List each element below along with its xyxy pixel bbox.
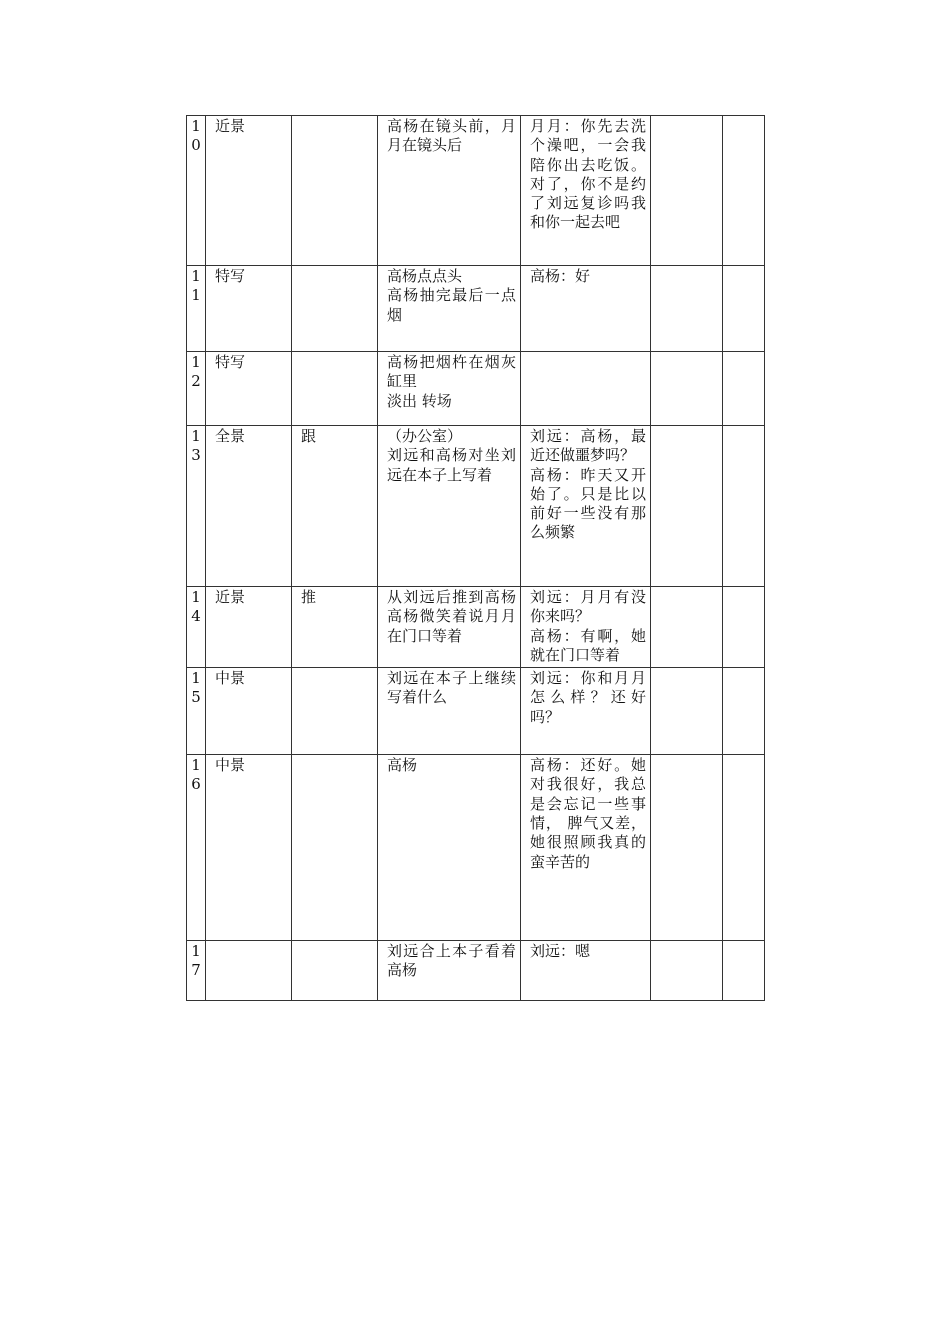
dialog-line: 刘远：月月有没你来吗？ [530, 588, 646, 626]
action-cell [378, 941, 521, 1001]
table-row [187, 755, 765, 941]
shot-number-cell [187, 668, 206, 755]
extra-column-cell [651, 755, 723, 941]
dialog-cell [521, 941, 651, 1001]
dialog-line: 刘远：高杨，最近还做噩梦吗？ [530, 427, 646, 465]
last-column-cell [723, 116, 765, 266]
shot-size-cell: 中景 [206, 668, 292, 755]
shot-size-cell [206, 941, 292, 1001]
shot-size-cell: 全景 [206, 426, 292, 587]
last-column-cell [723, 668, 765, 755]
dialog-cell [521, 755, 651, 941]
shot-number-digit: 1 [191, 353, 201, 371]
action-line: 刘远合上本子看着高杨 [387, 942, 516, 980]
action-line: 高杨在镜头前，月月在镜头后 [387, 117, 516, 155]
shot-number-digit: 0 [191, 136, 201, 154]
last-column-cell [723, 266, 765, 352]
dialog-cell [521, 266, 651, 352]
extra-column-cell [651, 426, 723, 587]
shot-number-cell [187, 352, 206, 426]
storyboard-table [186, 115, 765, 1001]
camera-move-cell [292, 941, 378, 1001]
dialog-line: 高杨：好 [530, 267, 591, 285]
action-line: 淡出 转场 [387, 391, 452, 410]
shot-size-cell: 中景 [206, 755, 292, 941]
camera-move-cell [292, 755, 378, 941]
extra-column-cell [651, 266, 723, 352]
table-row [187, 426, 765, 587]
table-row [187, 587, 765, 668]
shot-number-digit: 1 [191, 669, 201, 688]
dialog-line: 高杨：昨天又开始了。只是比以前好一些没有那么频繁 [530, 465, 646, 542]
dialog-cell [521, 668, 651, 755]
action-cell [378, 587, 521, 668]
camera-move-cell [292, 352, 378, 426]
shot-number-digit: 5 [191, 688, 201, 707]
shot-number-digit: 1 [191, 117, 201, 135]
dialog-line: 高杨：还好。她对我很好，我总是会忘记一些事情， 脾气又差，她很照顾我真的蛮辛苦的 [530, 756, 646, 871]
shot-number-digit: 6 [191, 775, 201, 794]
shot-number-cell [187, 116, 206, 266]
action-cell [378, 668, 521, 755]
action-line: （办公室） [387, 427, 463, 445]
shot-number-digit: 1 [191, 427, 201, 445]
table-row [187, 116, 765, 266]
action-line: 高杨点点头 [387, 267, 463, 285]
camera-move-cell [292, 668, 378, 755]
table-row [187, 266, 765, 352]
shot-number-cell [187, 426, 206, 587]
shot-number-cell [187, 266, 206, 352]
shot-size-cell: 特写 [206, 266, 292, 352]
extra-column-cell [651, 941, 723, 1001]
shot-size-cell: 近景 [206, 587, 292, 668]
table-row [187, 668, 765, 755]
dialog-cell [521, 352, 651, 426]
camera-move-cell: 推 [292, 587, 378, 668]
camera-move-cell [292, 266, 378, 352]
shot-number-digit: 1 [191, 756, 201, 775]
extra-column-cell [651, 668, 723, 755]
action-cell [378, 116, 521, 266]
action-cell [378, 426, 521, 587]
shot-number-cell [187, 755, 206, 941]
dialog-cell [521, 587, 651, 668]
extra-column-cell [651, 116, 723, 266]
last-column-cell [723, 755, 765, 941]
last-column-cell [723, 941, 765, 1001]
shot-number-digit: 2 [191, 372, 201, 390]
action-cell [378, 266, 521, 352]
action-line: 高杨 [387, 756, 418, 775]
action-cell [378, 755, 521, 941]
action-line: 高杨把烟杵在烟灰缸里 [387, 353, 516, 391]
dialog-line: 高杨：有啊，她就在门口等着 [530, 626, 646, 664]
dialog-line: 月月：你先去洗个澡吧，一会我陪你出去吃饭。对了，你不是约了刘远复诊吗我和你一起去吧 [530, 117, 646, 232]
shot-number-digit: 1 [191, 942, 201, 961]
dialog-cell [521, 116, 651, 266]
camera-move-cell: 跟 [292, 426, 378, 587]
shot-number-cell [187, 941, 206, 1001]
shot-size-cell: 特写 [206, 352, 292, 426]
dialog-line: 刘远：你和月月怎么样？还好吗？ [530, 669, 646, 726]
last-column-cell [723, 352, 765, 426]
storyboard-rows [187, 116, 765, 1001]
action-cell [378, 352, 521, 426]
shot-number-digit: 4 [191, 607, 201, 625]
action-line: 从刘远后推到高杨 高杨微笑着说月月在门口等着 [387, 588, 516, 645]
shot-number-digit: 3 [191, 446, 201, 464]
action-line: 刘远和高杨对坐刘远在本子上写着 [387, 446, 516, 484]
extra-column-cell [651, 587, 723, 668]
shot-number-digit: 1 [191, 588, 201, 606]
dialog-cell [521, 426, 651, 587]
action-line: 高杨抽完最后一点烟 [387, 286, 516, 324]
table-row [187, 352, 765, 426]
shot-size-cell: 近景 [206, 116, 292, 266]
shot-number-digit: 7 [191, 961, 201, 980]
shot-number-cell [187, 587, 206, 668]
last-column-cell [723, 587, 765, 668]
table-row [187, 941, 765, 1001]
camera-move-cell [292, 116, 378, 266]
dialog-line: 刘远：嗯 [530, 942, 591, 961]
shot-number-digit: 1 [191, 267, 201, 285]
action-line: 刘远在本子上继续写着什么 [387, 669, 516, 707]
last-column-cell [723, 426, 765, 587]
extra-column-cell [651, 352, 723, 426]
shot-number-digit: 1 [191, 286, 201, 304]
